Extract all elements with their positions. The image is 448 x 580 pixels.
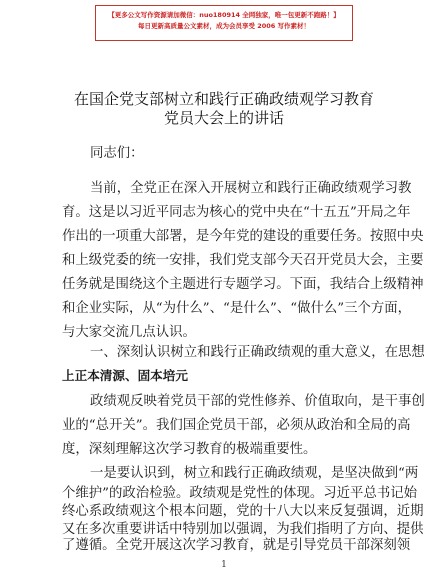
body-line: 个维护”的政治检验。政绩观是党性的体现。习近平总书记始	[62, 486, 417, 501]
section-heading-line-1: 一、深刻认识树立和践行正确政绩观的重大意义，在思想	[90, 345, 425, 360]
body-line: 和上级党委的统一安排，我们党支部今天召开党员大会，主要	[62, 253, 424, 268]
body-line: 任务就是围绕这个主题进行专题学习。下面，我结合上级精神	[62, 277, 424, 292]
body-line: 一是要认识到，树立和践行正确政绩观，是坚决做到“两	[90, 466, 419, 481]
body-line: 当前，全党正在深入开展树立和践行正确政绩观学习教	[90, 181, 412, 196]
body-line: 了遵循。全党开展这次学习教育，就是引导党员干部深刻领	[62, 538, 411, 553]
body-line: 政绩观反映着党员干部的党性修养、价值取向，是干事创	[90, 394, 425, 409]
body-line: 度，深刻理解这次学习教育的极端重要性。	[62, 442, 317, 457]
body-line: 作出的一项重大部署，是今年党的建设的重要任务。按照中央	[62, 229, 424, 244]
banner-line-1: 【更多公文写作资源请加微信：nuo180914 全网独家，唯一包更新不跑路！】	[108, 11, 340, 19]
body-line: 育。这是以习近平同志为核心的党中央在“十五五”开局之年	[62, 205, 411, 220]
body-line: 又在多次重要讲话中特别加以强调，为我们指明了方向、提供	[62, 522, 424, 537]
page-number: 1	[221, 560, 227, 570]
document-title-line-1: 在国企党支部树立和践行正确政绩观学习教育	[73, 90, 374, 108]
document-title-line-2: 党员大会上的讲话	[163, 109, 284, 127]
body-line: 业的“总开关”。我们国企党员干部，必须从政治和全局的高	[62, 418, 411, 433]
body-line: 终心系政绩观这个根本问题，党的十八大以来反复强调，近期	[62, 504, 424, 519]
promo-banner	[95, 5, 353, 41]
banner-line-2: 每日更新高质量公文素材，成为会员享受 2006 写作素材！	[137, 22, 311, 30]
body-line: 和企业实际，从“为什么”、“是什么”、“做什么”三个方面，	[62, 301, 412, 316]
salutation: 同志们：	[90, 146, 144, 161]
body-line: 与大家交流几点认识。	[62, 325, 196, 340]
section-heading-line-2: 上正本清源、固本培元	[62, 368, 188, 383]
